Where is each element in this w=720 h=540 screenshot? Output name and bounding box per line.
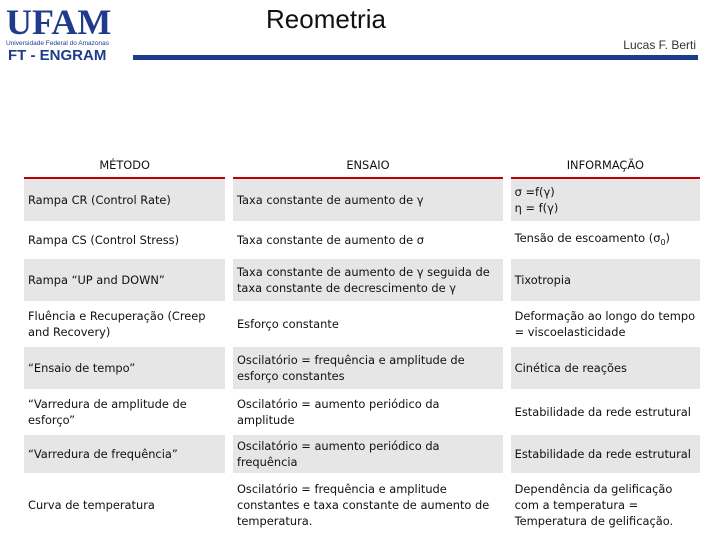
cell-metodo: Fluência e Recuperação (Creep and Recovery): [24, 303, 225, 347]
page-title: Reometria: [266, 4, 386, 34]
cell-ensaio: Taxa constante de aumento de σ: [233, 223, 503, 259]
cell-metodo: “Ensaio de tempo”: [24, 347, 225, 391]
header-ensaio: ENSAIO: [233, 152, 503, 179]
cell-informacao: Estabilidade da rede estrutural: [511, 391, 700, 435]
cell-metodo: “Varredura de frequência”: [24, 435, 225, 475]
logo-subtitle: Universidade Federal do Amazonas: [6, 40, 109, 47]
cell-ensaio: Oscilatório = aumento periódico da frequência: [233, 435, 503, 475]
cell-ensaio: Taxa constante de aumento de γ: [233, 179, 503, 223]
cell-ensaio: Taxa constante de aumento de γ seguida de taxa constante de decrescimento de γ: [233, 259, 503, 303]
table-row: [24, 179, 700, 223]
methods-table: [24, 152, 700, 537]
table-header-row: [24, 152, 700, 179]
cell-informacao: Cinética de reações: [511, 347, 700, 391]
author-name: Lucas F. Berti: [623, 38, 696, 52]
table-row: [24, 259, 700, 303]
header-rule: [133, 55, 698, 60]
cell-informacao: [511, 179, 700, 223]
cell-informacao: [511, 223, 700, 259]
ufam-logo: [6, 4, 130, 47]
cell-ensaio: Oscilatório = frequência e amplitude constantes e taxa constante de aumento de temperatura.: [233, 475, 503, 537]
cell-informacao: Estabilidade da rede estrutural: [511, 435, 700, 475]
table-row: [24, 391, 700, 435]
table-row: [24, 303, 700, 347]
cell-ensaio: Oscilatório = frequência e amplitude de esforço constantes: [233, 347, 503, 391]
cell-metodo: Rampa CR (Control Rate): [24, 179, 225, 223]
header-metodo: MÉTODO: [24, 152, 225, 179]
info-text: Tensão de escoamento (σ: [514, 230, 661, 245]
table-row: [24, 223, 700, 259]
cell-metodo: Curva de temperatura: [24, 475, 225, 537]
department-label: FT - ENGRAM: [8, 47, 107, 64]
header-informacao: INFORMAÇÃO: [511, 152, 700, 179]
cell-ensaio: Esforço constante: [233, 303, 503, 347]
cell-ensaio: Oscilatório = aumento periódico da amplitude: [233, 391, 503, 435]
cell-metodo: Rampa CS (Control Stress): [24, 223, 225, 259]
cell-metodo: “Varredura de amplitude de esforço”: [24, 391, 225, 435]
table-row: [24, 347, 700, 391]
cell-informacao: Deformação ao longo do tempo = viscoelasticidade: [511, 303, 700, 347]
logo-word: UFAM: [6, 2, 112, 42]
cell-informacao: Tixotropia: [511, 259, 700, 303]
cell-metodo: Rampa “UP and DOWN”: [24, 259, 225, 303]
info-line: η = f(γ): [514, 201, 559, 215]
info-text-end: ): [665, 230, 670, 245]
table-row: [24, 435, 700, 475]
cell-informacao: Dependência da gelificação com a temperatura = Temperatura de gelificação.: [511, 475, 700, 537]
info-subscript: 0: [660, 237, 666, 247]
table-row: [24, 475, 700, 537]
info-line: σ =f(γ): [514, 185, 555, 199]
